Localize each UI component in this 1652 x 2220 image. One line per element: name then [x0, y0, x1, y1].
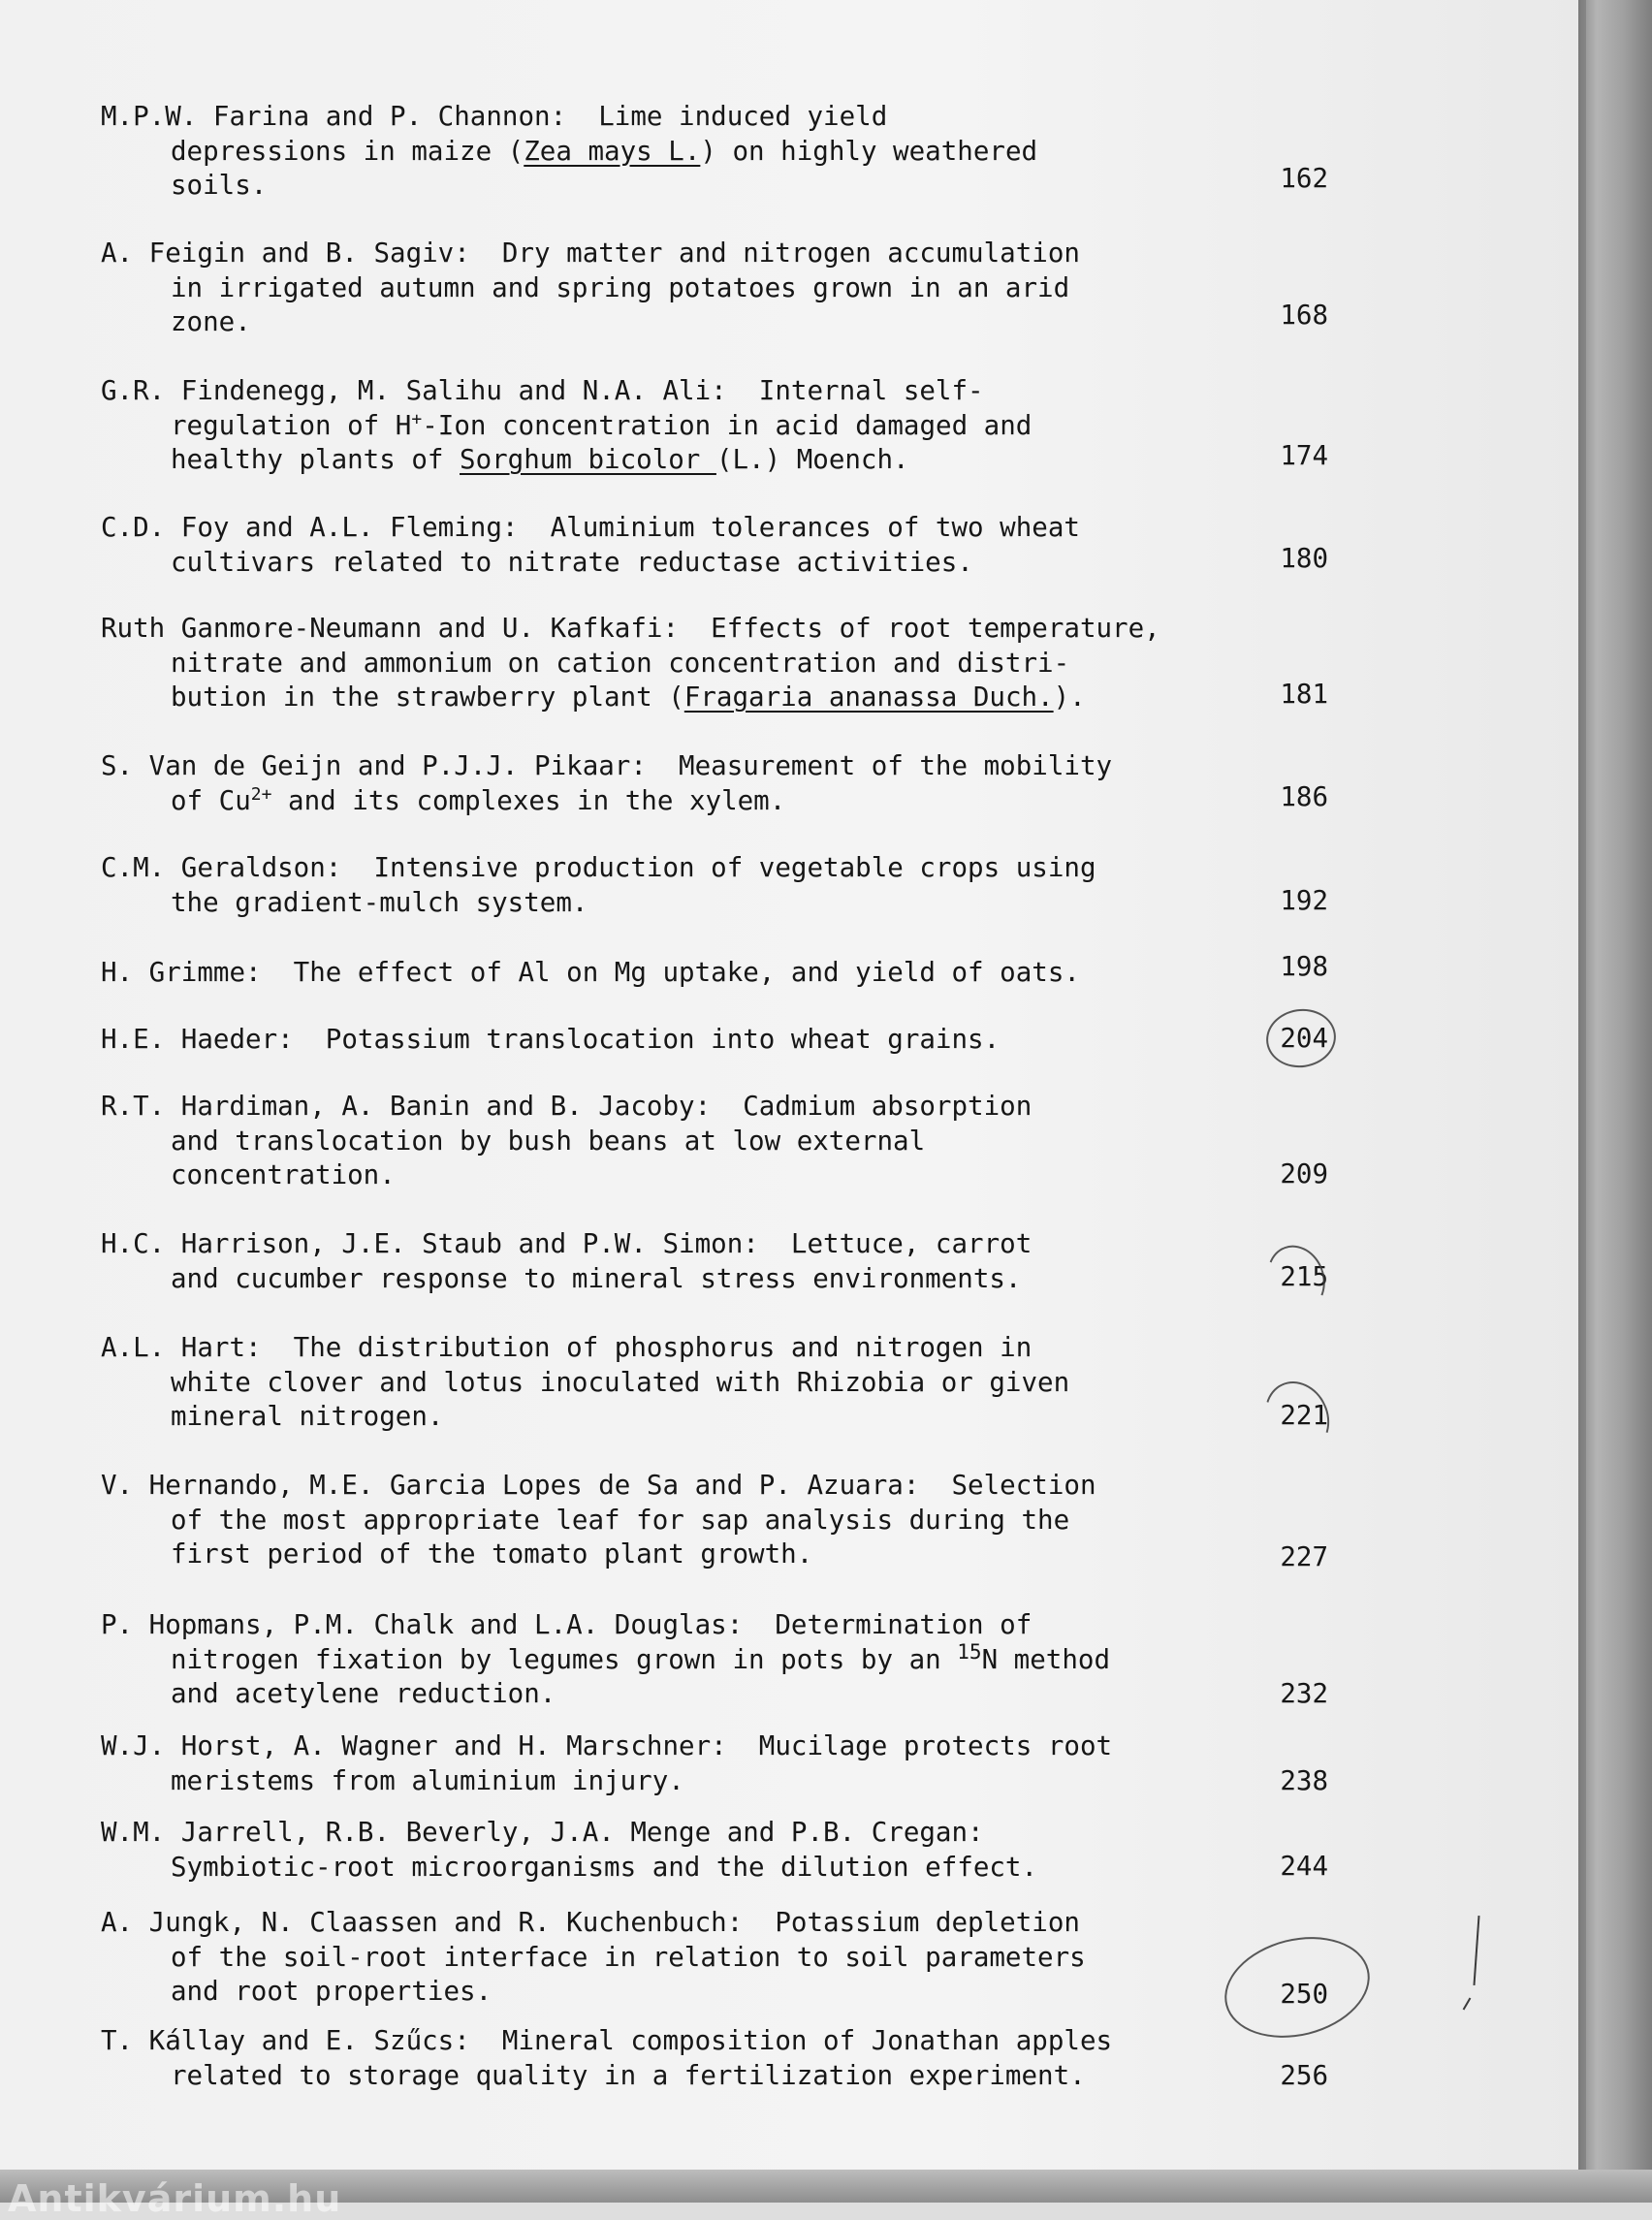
- entry-line: Symbiotic-root microorganisms and the dilution effect.: [171, 1851, 1038, 1883]
- page-number: 232: [1280, 1678, 1328, 1709]
- entry-line: H. Grimme: The effect of Al on Mg uptake, and yield of oats.: [101, 957, 1080, 988]
- toc-entry: [101, 1816, 1332, 1885]
- toc-entry: [101, 1469, 1332, 1572]
- entry-line: and translocation by bush beans at low external: [171, 1125, 926, 1157]
- page-number: 198: [1280, 951, 1328, 982]
- entry-line: Ruth Ganmore-Neumann and U. Kafkafi: Effects of root temperature,: [101, 613, 1160, 644]
- entry-line: C.M. Geraldson: Intensive production of vegetable crops using: [101, 852, 1096, 883]
- entry-line: of the soil-root interface in relation to soil parameters: [171, 1941, 1086, 1973]
- page-number: 162: [1280, 163, 1328, 194]
- entry-line: and acetylene reduction.: [171, 1678, 556, 1709]
- page-number: 181: [1280, 679, 1328, 710]
- entry-line: meristems from aluminium injury.: [171, 1764, 684, 1796]
- toc-entry: [101, 237, 1332, 340]
- entry-line: regulation of H+-Ion concentration in acid damaged and: [171, 408, 1032, 441]
- toc-entry: [101, 1090, 1332, 1193]
- entry-line: related to storage quality in a fertilization experiment.: [171, 2059, 1086, 2091]
- entry-line: mineral nitrogen.: [171, 1401, 444, 1432]
- entry-line: W.M. Jarrell, R.B. Beverly, J.A. Menge and P.B. Cregan:: [101, 1817, 984, 1848]
- page-number: 250: [1280, 1979, 1328, 2010]
- toc-entry: [101, 1729, 1332, 1798]
- entry-line: S. Van de Geijn and P.J.J. Pikaar: Measurement of the mobility: [101, 750, 1113, 781]
- entry-line: depressions in maize (Zea mays L.) on highly weathered: [171, 135, 1038, 167]
- page-edge-line: [1578, 0, 1586, 2203]
- toc-entry: [101, 851, 1332, 920]
- page-number: 209: [1280, 1158, 1328, 1189]
- entry-line: in irrigated autumn and spring potatoes grown in an arid: [171, 271, 1070, 303]
- toc-entry: [101, 1331, 1332, 1435]
- page-number: 238: [1280, 1765, 1328, 1796]
- toc-entry: [101, 1227, 1332, 1296]
- toc-entry: [101, 1906, 1332, 2010]
- toc-entry: [101, 100, 1332, 204]
- entry-line: healthy plants of Sorghum bicolor (L.) Moench.: [171, 444, 909, 475]
- page-number: 256: [1280, 2060, 1328, 2091]
- watermark: Antikvárium.hu: [8, 2177, 342, 2220]
- entry-line: C.D. Foy and A.L. Fleming: Aluminium tolerances of two wheat: [101, 512, 1080, 543]
- entry-line: concentration.: [171, 1159, 396, 1190]
- entry-line: first period of the tomato plant growth.: [171, 1538, 813, 1570]
- toc-entry: [101, 612, 1332, 715]
- entry-line: zone.: [171, 306, 251, 337]
- entry-line: of the most appropriate leaf for sap analysis during the: [171, 1504, 1070, 1536]
- entry-line: of $Cu^{2+}$ and its complexes in the xylem.: [171, 783, 786, 816]
- entry-line: V. Hernando, M.E. Garcia Lopes de Sa and P. Azuara: Selection: [101, 1470, 1096, 1501]
- species-name: Zea mays L.: [524, 135, 701, 167]
- page-number: 186: [1280, 781, 1328, 812]
- toc-entry: [101, 1608, 1332, 1712]
- toc-entry: [101, 749, 1332, 818]
- entry-line: H.E. Haeder: Potassium translocation into wheat grains.: [101, 1024, 1001, 1055]
- entry-line: P. Hopmans, P.M. Chalk and L.A. Douglas: Determination of: [101, 1609, 1032, 1640]
- page-edge-shadow: [1578, 0, 1652, 2203]
- toc-entry: [101, 511, 1332, 580]
- toc-entry: [101, 374, 1332, 478]
- page-number: 227: [1280, 1541, 1328, 1572]
- toc-entry: [101, 2024, 1332, 2093]
- page-number: 174: [1280, 440, 1328, 471]
- page-number: 192: [1280, 885, 1328, 916]
- page-number: 204: [1280, 1023, 1328, 1054]
- entry-line: and cucumber response to mineral stress environments.: [171, 1262, 1022, 1294]
- entry-line: nitrogen fixation by legumes grown in pots by an $^{15}$N method: [171, 1639, 1111, 1675]
- entry-line: A.L. Hart: The distribution of phosphorus and nitrogen in: [101, 1332, 1032, 1363]
- entry-line: H.C. Harrison, J.E. Staub and P.W. Simon: Lettuce, carrot: [101, 1228, 1032, 1259]
- entry-line: bution in the strawberry plant (Fragaria ananassa Duch.).: [171, 682, 1086, 713]
- entry-line: A. Jungk, N. Claassen and R. Kuchenbuch: Potassium depletion: [101, 1907, 1080, 1938]
- page-number: 168: [1280, 300, 1328, 331]
- entry-line: and root properties.: [171, 1976, 492, 2007]
- page-number: 180: [1280, 543, 1328, 574]
- entry-line: cultivars related to nitrate reductase activities.: [171, 546, 973, 578]
- entry-line: G.R. Findenegg, M. Salihu and N.A. Ali: Internal self-: [101, 375, 984, 406]
- entry-line: M.P.W. Farina and P. Channon: Lime induced yield: [101, 101, 888, 132]
- toc-entry: [101, 956, 1332, 991]
- toc-entry: [101, 1023, 1332, 1058]
- entry-line: white clover and lotus inoculated with Rhizobia or given: [171, 1366, 1070, 1398]
- entry-line: nitrate and ammonium on cation concentration and distri-: [171, 647, 1070, 679]
- species-name: Sorghum bicolor: [460, 444, 716, 475]
- page-number: 221: [1280, 1400, 1328, 1431]
- entry-line: T. Kállay and E. Szűcs: Mineral composition of Jonathan apples: [101, 2025, 1113, 2056]
- species-name: Fragaria ananassa Duch.: [683, 682, 1054, 713]
- entry-line: W.J. Horst, A. Wagner and H. Marschner: Mucilage protects root: [101, 1730, 1113, 1761]
- entry-line: R.T. Hardiman, A. Banin and B. Jacoby: Cadmium absorption: [101, 1091, 1032, 1122]
- entry-line: soils.: [171, 170, 268, 201]
- entry-line: A. Feigin and B. Sagiv: Dry matter and nitrogen accumulation: [101, 238, 1080, 269]
- page-number: 215: [1280, 1261, 1328, 1292]
- page-number: 244: [1280, 1851, 1328, 1882]
- entry-line: the gradient-mulch system.: [171, 886, 588, 918]
